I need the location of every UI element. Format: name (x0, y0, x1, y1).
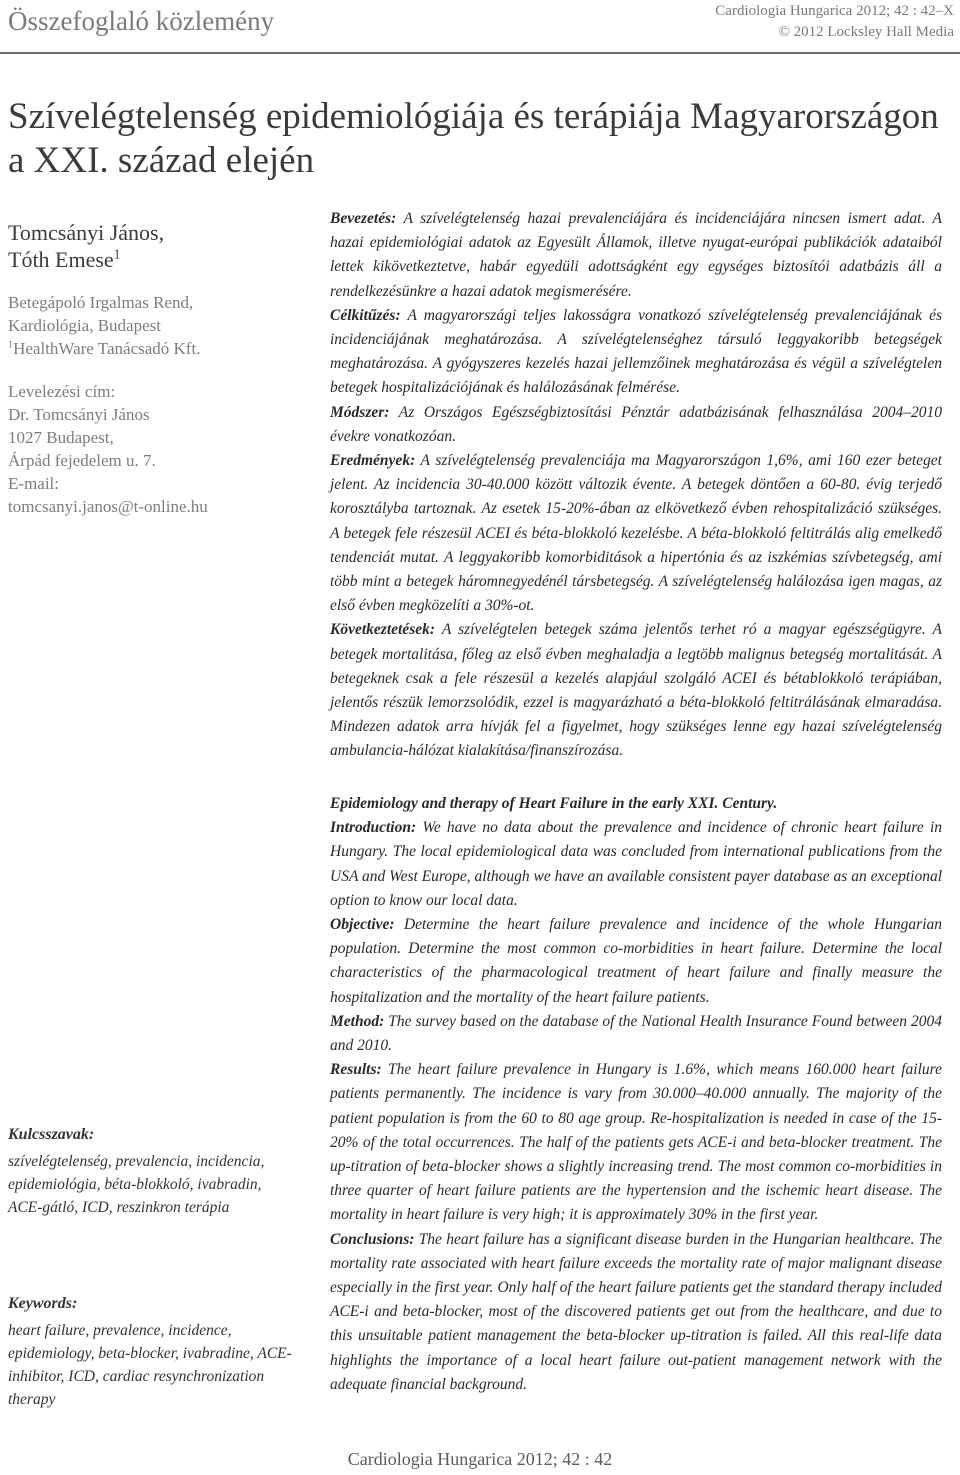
section-text: The heart failure has a significant disease burden in the Hungarian healthcare. The mortality rate associated with heart failure exceeds the mortality rate of major malignant disease especially in the first year. Only half of the heart failure patients get the standard therapy included ACE-i and beta-blocker, most of the discovered patients get out from the healthcare, and due to this unsuitable patient management the beta-blocker up-titration is failed. All this real-life data highlights the importance of a local heart failure out-patient management network with the adequate financial background. (330, 1230, 943, 1393)
affiliation-line (8, 337, 308, 360)
section-heading: Következtetések: (330, 621, 436, 639)
affiliation-mark: 1 (8, 339, 14, 351)
keywords-hungarian-heading: Kulcsszavak: (8, 1126, 95, 1143)
abstract-hungarian (330, 207, 942, 764)
section-heading: Bevezetés: (330, 210, 397, 227)
correspondence-name: Dr. Tomcsányi János (8, 405, 150, 424)
section-label: Összefoglaló közlemény (8, 6, 275, 36)
keywords-hungarian-list: szívelégtelenség, prevalencia, incidencia, epidemiológia, béta-blokkoló, ivabradin, ACE-gátló, ICD, reszinkron terápia (8, 1153, 265, 1216)
section-heading: Conclusions: (330, 1230, 415, 1248)
correspondence (8, 380, 308, 518)
affiliation-name: HealthWare Tanácsadó Kft. (13, 339, 201, 358)
abstract-paragraph (330, 207, 942, 304)
section-text: Az Országos Egészségbiztosítási Pénztár adatbázisának felhasználása 2004–2010 évekre vonatkozóan. (330, 403, 942, 445)
section-text: A szívelégtelen betegek száma jelentős terhet ró a magyar egészségügyre. A betegek mortalitása, főleg az első évben meghaladja a legtöbb malignus betegség mortalitását. A betegeknek csak a fele részesül a kezelés alapjául szolgáló ACEI és bétablokkoló terápiában, jelentős részük lemorzsolódik, ezzel is magyarázható a béta-blokkoló feltitrálásának elmaradása. Mindezen adatok arra hívják fel a figyelmet, hogy szükséges lenne egy hazai szívelégtelenség ambulancia-hálózat kialakítása/finanszírozása. (330, 621, 942, 760)
abstract-paragraph (330, 449, 942, 618)
section-text: A magyarországi teljes lakosságra vonatkozó szívelégtelenség prevalenciájának és incidenciájának meghatározása. A szívelégtelenséghez társuló leggyakoribb betegségek meghatározása. A gyógyszeres kezelés hazai jellemzőinek meghatározása és végül a szívelégtelen betegek hospitalizációjának és halálozásának felmérése. (330, 306, 942, 397)
affiliations (8, 291, 308, 360)
article-title: Szívelégtelenség epidemiológiája és terápiája Magyarországon a XXI. század elején (8, 96, 939, 181)
abstract-english (330, 792, 942, 1397)
correspondence-label: Levelezési cím: (8, 382, 116, 401)
abstract-paragraph (330, 1010, 942, 1058)
abstract-paragraph (330, 304, 942, 401)
journal-citation: Cardiologia Hungarica 2012; 42 : 42–X (715, 3, 954, 19)
keywords-english-heading: Keywords: (8, 1295, 78, 1312)
section-heading: Introduction: (330, 819, 417, 837)
abstract-paragraph (330, 401, 942, 449)
correspondence-address: 1027 Budapest, (8, 428, 114, 447)
copyright-line: © 2012 Locksley Hall Media (778, 24, 954, 40)
author-2 (8, 246, 308, 273)
abstract-paragraph (330, 816, 942, 913)
section-heading: Results: (330, 1061, 382, 1079)
section-text: We have no data about the prevalence and incidence of chronic heart failure in Hungary. The local epidemiological data was concluded from international publications from the USA and West Europe, although we have an available consistent payer database as an exceptional option to know our local data. (330, 819, 943, 909)
author-list (8, 219, 308, 273)
section-text: A szívelégtelenség hazai prevalenciájára és incidenciájára nincsen ismert adat. A hazai epidemiológiai adatok az Egyesült Államok, illetve nyugat-európai publikációk adataiból lettek kikövetkeztetve, habár egyedüli adottságként egy egységes biztosítói adatbázis áll a rendelkezésünkre a hazai adatok megismerésére. (330, 210, 942, 300)
section-heading: Eredmények: (330, 452, 416, 470)
english-title: Epidemiology and therapy of Heart Failure in the early XXI. Century. (330, 795, 778, 812)
section-text: The survey based on the database of the National Health Insurance Found between 2004 and 2010. (330, 1012, 943, 1055)
section-text: The heart failure prevalence in Hungary is 1.6%, which means 160.000 heart failure patients permanently. The incidence is vary from 30.000–40.000 annually. The majority of the patient population is from the 60 to 80 age group. Re-hospitalization is needed in case of the 15-20% of the total occurrences. The half of the patients gets ACE-i and beta-blocker treatment. The up-titration of beta-blocker shows a slightly increasing trend. The most common co-morbidities in three quarter of heart failure patients are the hypertension and the ischemic heart disease. The mortality in heart failure is very high; it is approximately 30% in the first year. (330, 1061, 942, 1224)
correspondence-address: Árpád fejedelem u. 7. (8, 451, 156, 470)
section-heading: Objective: (330, 916, 395, 934)
affiliation-line: Betegápoló Irgalmas Rend, (8, 293, 194, 312)
journal-reference (715, 1, 954, 43)
section-text: Determine the heart failure prevalence and incidence of the whole Hungarian population. Determine the most common co-morbidities in heart failure. Determine the local characteristics of the pharmacological treatment of heart failure and finally measure the hospitalization and the mortality of the heart failure patients. (330, 916, 942, 1006)
page-footer: Cardiologia Hungarica 2012; 42 : 42 (347, 1449, 613, 1469)
section-heading: Method: (330, 1012, 385, 1030)
abstract-paragraph (330, 1228, 942, 1397)
author-1: Tomcsányi János, (8, 220, 165, 245)
abstract-paragraph (330, 913, 942, 1010)
keywords-english-list: heart failure, prevalence, incidence, epidemiology, beta-blocker, ivabradine, ACE-inhibitor, ICD, cardiac resynchronization therapy (8, 1322, 292, 1408)
email-address[interactable]: tomcsanyi.janos@t-online.hu (8, 497, 208, 516)
abstract-paragraph (330, 618, 942, 763)
author-2-affiliation-mark: 1 (113, 246, 121, 262)
section-heading: Módszer: (330, 403, 390, 421)
section-heading: Célkitűzés: (330, 306, 401, 324)
affiliation-line: Kardiológia, Budapest (8, 316, 161, 335)
abstract-paragraph (330, 1058, 942, 1227)
header-divider (0, 52, 960, 54)
author-2-name: Tóth Emese (8, 247, 114, 272)
email-label: E-mail: (8, 474, 59, 493)
section-text: A szívelégtelenség prevalenciája ma Magyarországon 1,6%, ami 160 ezer beteget jelent. Az incidencia 30-40.000 között változik évente. A betegek döntően a 60-80. évig terjedő korosztályba tartoznak. Az esetek 15-20%-ában az elkövetkező évben rehospitalizáció szükséges. A betegek fele részesül ACEI és béta-blokkoló kezelésbe. A béta-blokkoló feltitrálás alig emelkedő tendenciát mutat. A leggyakoribb komorbiditások a hipertónia és az iszkémias szívbetegség, ami több mint a betegek háromnegyedénél társbetegség. A szívelégtelenség halálozása igen magas, az első évben megközelíti a 30%-ot. (330, 452, 942, 615)
